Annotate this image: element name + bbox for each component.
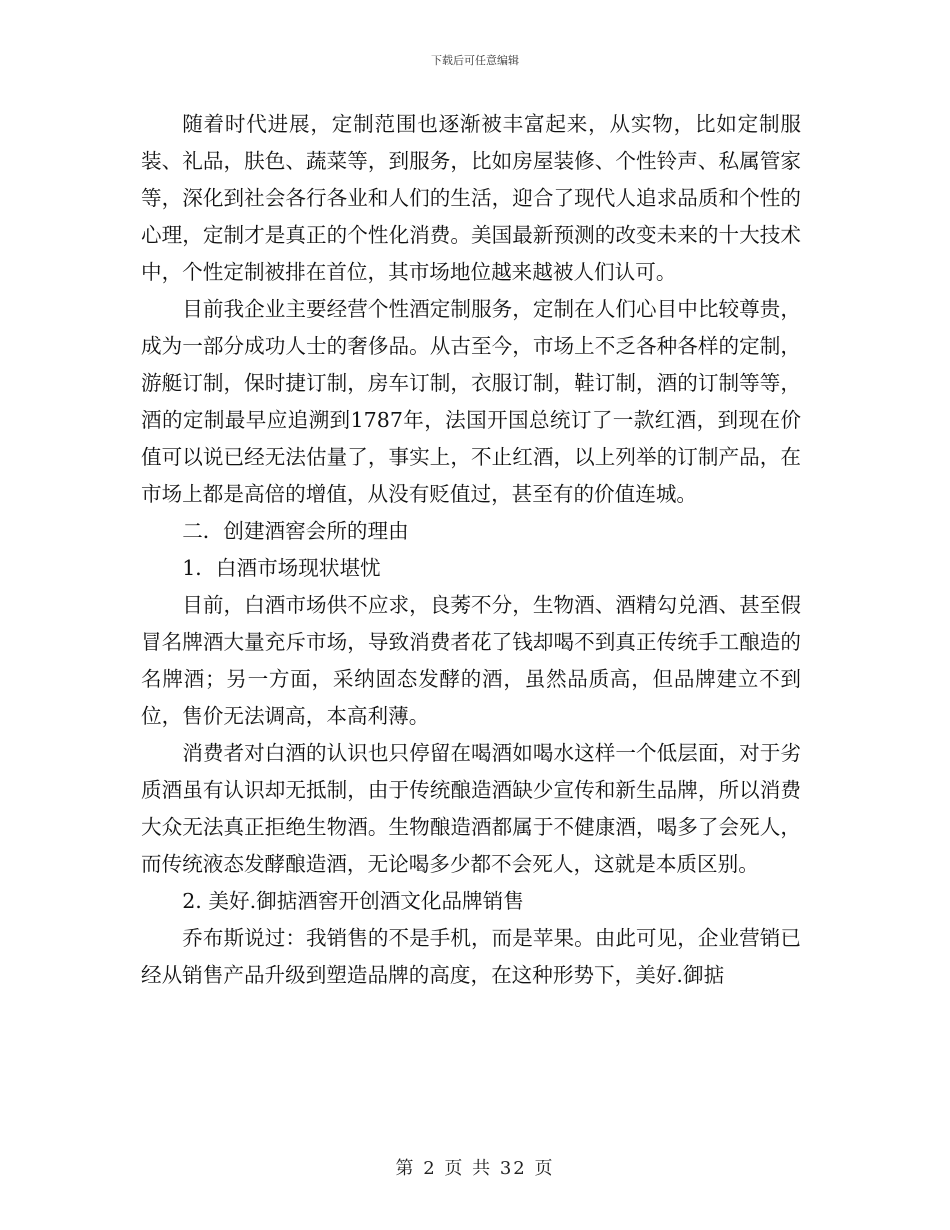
paragraph: 乔布斯说过：我销售的不是手机，而是苹果。由此可见，企业营销已经从销售产品升级到塑造品牌的高度，在这种形势下，美好.御掂 [141,926,801,987]
subsection-heading: 2. 美好.御掂酒窖开创酒文化品牌销售 [182,889,524,913]
subsection-heading: 1．白酒市场现状堪忧 [182,556,381,580]
paragraph: 目前，白酒市场供不应求，良莠不分，生物酒、酒精勾兑酒、甚至假冒名牌酒大量充斥市场，导致消费者花了钱却喝不到真正传统手工酿造的名牌酒；另一方面，采纳固态发酵的酒，虽然品质高，但品牌建立不到位，售价无法调高，本高利薄。 [141,593,801,728]
document-body [141,106,801,994]
page-header: 下载后可任意编辑 [431,54,519,67]
section-heading: 二．创建酒窖会所的理由 [182,519,409,543]
paragraph: 目前我企业主要经营个性酒定制服务，定制在人们心目中比较尊贵，成为一部分成功人士的奢侈品。从古至今，市场上不乏各种各样的定制，游艇订制，保时捷订制，房车订制，衣服订制，鞋订制，酒的订制等等，酒的定制最早应追溯到1787年，法国开国总统订了一款红酒，到现在价值可以说已经无法估量了，事实上，不止红酒，以上列举的订制产品，在市场上都是高倍的增值，从没有贬值过，甚至有的价值连城。 [141,297,801,506]
page-footer: 第 2 页 共 32 页 [395,1158,555,1179]
paragraph: 随着时代进展，定制范围也逐渐被丰富起来，从实物，比如定制服装、礼品，肤色、蔬菜等，到服务，比如房屋装修、个性铃声、私属管家等，深化到社会各行各业和人们的生活，迎合了现代人追求品质和个性的心理，定制才是真正的个性化消费。美国最新预测的改变未来的十大技术中，个性定制被排在首位，其市场地位越来越被人们认可。 [141,112,801,284]
paragraph: 消费者对白酒的认识也只停留在喝酒如喝水这样一个低层面，对于劣质酒虽有认识却无抵制，由于传统酿造酒缺少宣传和新生品牌，所以消费大众无法真正拒绝生物酒。生物酿造酒都属于不健康酒，喝多了会死人，而传统液态发酵酿造酒，无论喝多少都不会死人，这就是本质区别。 [141,741,801,876]
